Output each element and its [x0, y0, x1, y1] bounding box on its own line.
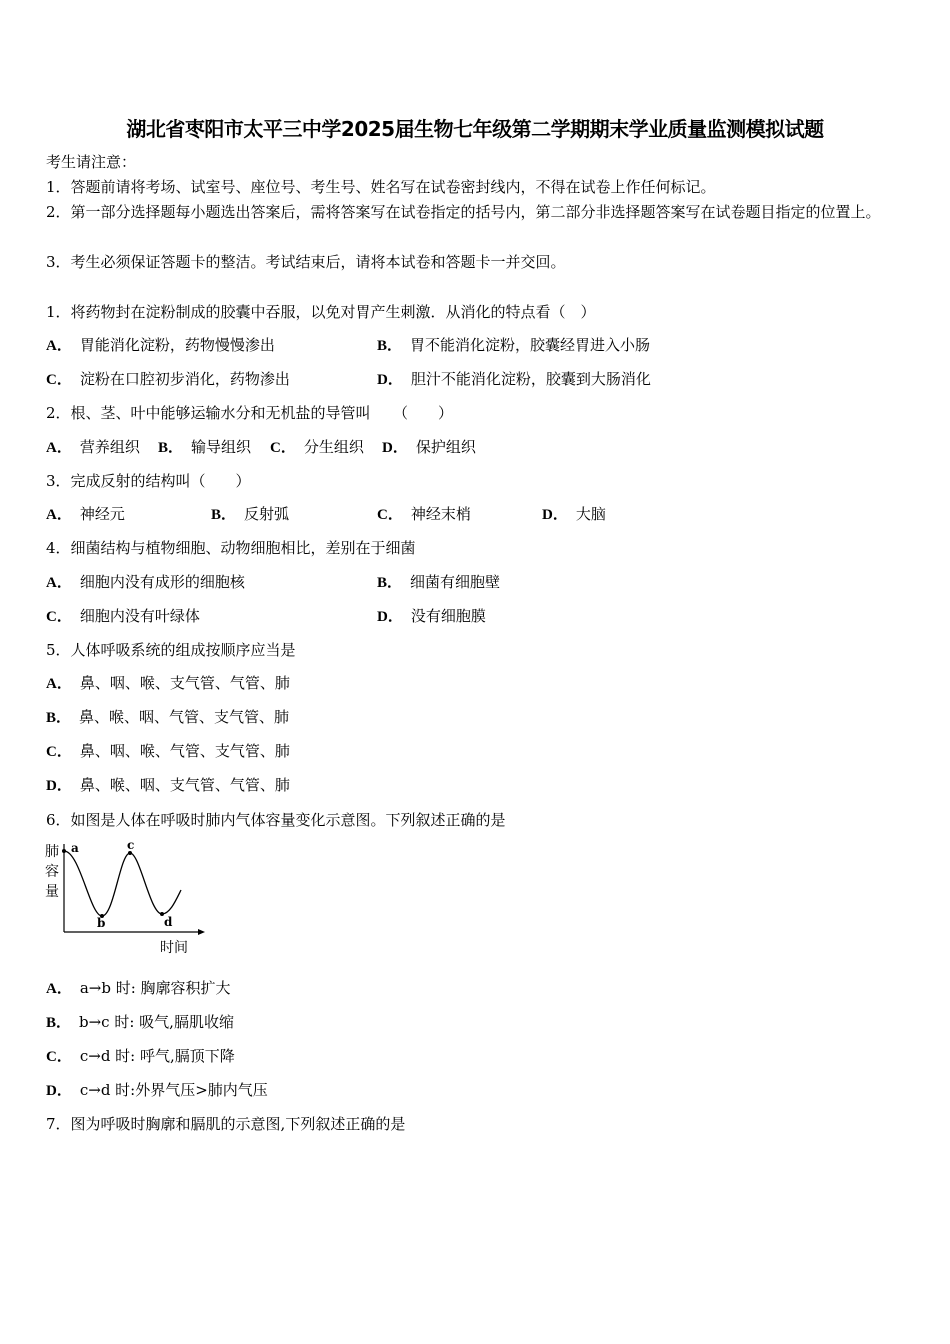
option-label: C．: [46, 372, 72, 388]
question-stem: 4．细菌结构与植物细胞、动物细胞相比，差别在于细菌: [46, 539, 416, 557]
option-d[interactable]: [377, 369, 651, 390]
option-a[interactable]: [46, 437, 140, 458]
notice-item: 2．第一部分选择题每小题选出答案后，需将答案写在试卷指定的括号内，第二部分非选择题答案写在试卷题目指定的位置上。: [46, 203, 881, 221]
option-text: 胃不能消化淀粉，胶囊经胃进入小肠: [410, 336, 651, 354]
x-axis-label: 时间: [160, 940, 188, 956]
notice-item: 3．考生必须保证答题卡的整洁。考试结束后，请将本试卷和答题卡一并交回。: [46, 253, 566, 271]
option-c[interactable]: [46, 369, 290, 390]
option-label: A．: [46, 507, 72, 523]
option-a[interactable]: [46, 335, 275, 356]
option-text: 鼻、喉、咽、支气管、气管、肺: [79, 776, 290, 794]
y-axis-label-3: 量: [45, 884, 59, 900]
option-a[interactable]: [46, 504, 125, 525]
option-label: D．: [542, 507, 568, 523]
option-label: B．: [46, 710, 72, 726]
y-axis-label-2: 容: [45, 864, 59, 880]
option-text: 分生组织: [303, 438, 364, 456]
option-text: 输导组织: [191, 438, 252, 456]
option-label: A．: [46, 440, 72, 456]
option-text: 鼻、喉、咽、气管、支气管、肺: [79, 708, 290, 726]
option-text: 淀粉在口腔初步消化，药物渗出: [79, 370, 290, 388]
option-c[interactable]: [377, 504, 471, 525]
point-a-label: a: [71, 841, 79, 855]
question-stem: 6．如图是人体在呼吸时肺内气体容量变化示意图。下列叙述正确的是: [46, 811, 506, 829]
option-label: C．: [46, 609, 72, 625]
option-text: b→c 时: 吸气,膈肌收缩: [79, 1013, 234, 1031]
option-d[interactable]: [377, 606, 486, 627]
option-c[interactable]: [46, 1046, 235, 1067]
option-label: C．: [46, 744, 72, 760]
option-c[interactable]: [270, 437, 364, 458]
option-text: 反射弧: [244, 505, 290, 523]
option-text: 细胞内没有叶绿体: [79, 607, 200, 625]
option-label: B．: [377, 338, 403, 354]
option-label: D．: [46, 1083, 72, 1099]
option-label: B．: [377, 575, 403, 591]
option-a[interactable]: [46, 572, 245, 593]
option-text: 神经末梢: [410, 505, 471, 523]
option-label: A．: [46, 575, 72, 591]
option-b[interactable]: [46, 707, 289, 728]
option-c[interactable]: [46, 741, 290, 762]
option-d[interactable]: [46, 1080, 268, 1101]
x-axis-arrow-icon: [198, 929, 205, 935]
y-axis-label-1: 肺: [45, 844, 59, 860]
point-b-label: b: [97, 916, 106, 930]
option-label: C．: [377, 507, 403, 523]
option-text: 细胞内没有成形的细胞核: [79, 573, 245, 591]
option-a[interactable]: [46, 673, 290, 694]
option-d[interactable]: [382, 437, 476, 458]
question-stem: 5．人体呼吸系统的组成按顺序应当是: [46, 641, 296, 659]
option-text: 没有细胞膜: [410, 607, 486, 625]
option-text: 营养组织: [79, 438, 140, 456]
option-text: a→b 时: 胸廓容积扩大: [79, 979, 231, 997]
option-label: D．: [382, 440, 408, 456]
option-text: c→d 时:外界气压>肺内气压: [79, 1081, 268, 1099]
option-label: D．: [46, 778, 72, 794]
option-label: A．: [46, 981, 72, 997]
volume-curve: [64, 851, 181, 916]
option-label: A．: [46, 338, 72, 354]
option-text: 鼻、咽、喉、气管、支气管、肺: [79, 742, 290, 760]
option-b[interactable]: [377, 335, 650, 356]
question-stem: 7．图为呼吸时胸廓和膈肌的示意图,下列叙述正确的是: [46, 1115, 406, 1133]
option-b[interactable]: [158, 437, 251, 458]
option-text: 神经元: [79, 505, 125, 523]
option-label: D．: [377, 372, 403, 388]
option-text: 细菌有细胞壁: [410, 573, 501, 591]
point-a-dot: [62, 849, 66, 853]
option-b[interactable]: [211, 504, 289, 525]
option-b[interactable]: [377, 572, 500, 593]
option-text: c→d 时: 呼气,膈顶下降: [79, 1047, 235, 1065]
point-d-label: d: [164, 915, 173, 929]
option-label: C．: [270, 440, 296, 456]
point-c-label: c: [127, 838, 135, 852]
option-label: B．: [211, 507, 237, 523]
option-label: D．: [377, 609, 403, 625]
page-title: 湖北省枣阳市太平三中学2025届生物七年级第二学期期末学业质量监测模拟试题: [126, 117, 824, 141]
option-a[interactable]: [46, 978, 231, 999]
option-label: B．: [46, 1015, 72, 1031]
option-text: 鼻、咽、喉、支气管、气管、肺: [79, 674, 290, 692]
option-text: 胆汁不能消化淀粉，胶囊到大肠消化: [410, 370, 651, 388]
option-d[interactable]: [542, 504, 606, 525]
notice-heading: 考生请注意：: [46, 153, 137, 171]
option-label: B．: [158, 440, 184, 456]
question-stem: 2．根、茎、叶中能够运输水分和无机盐的导管叫 （ ）: [46, 404, 454, 422]
option-text: 胃能消化淀粉，药物慢慢渗出: [79, 336, 275, 354]
option-label: C．: [46, 1049, 72, 1065]
lung-volume-figure: [40, 838, 210, 960]
option-b[interactable]: [46, 1012, 234, 1033]
question-stem: 3．完成反射的结构叫（ ）: [46, 472, 251, 490]
option-text: 保护组织: [415, 438, 476, 456]
question-stem: 1．将药物封在淀粉制成的胶囊中吞服，以免对胃产生刺激．从消化的特点看（ ）: [46, 303, 596, 321]
option-d[interactable]: [46, 775, 290, 796]
notice-item: 1．答题前请将考场、试室号、座位号、考生号、姓名写在试卷密封线内，不得在试卷上作任何标记。: [46, 178, 716, 196]
option-label: A．: [46, 676, 72, 692]
option-text: 大脑: [575, 505, 606, 523]
option-c[interactable]: [46, 606, 200, 627]
